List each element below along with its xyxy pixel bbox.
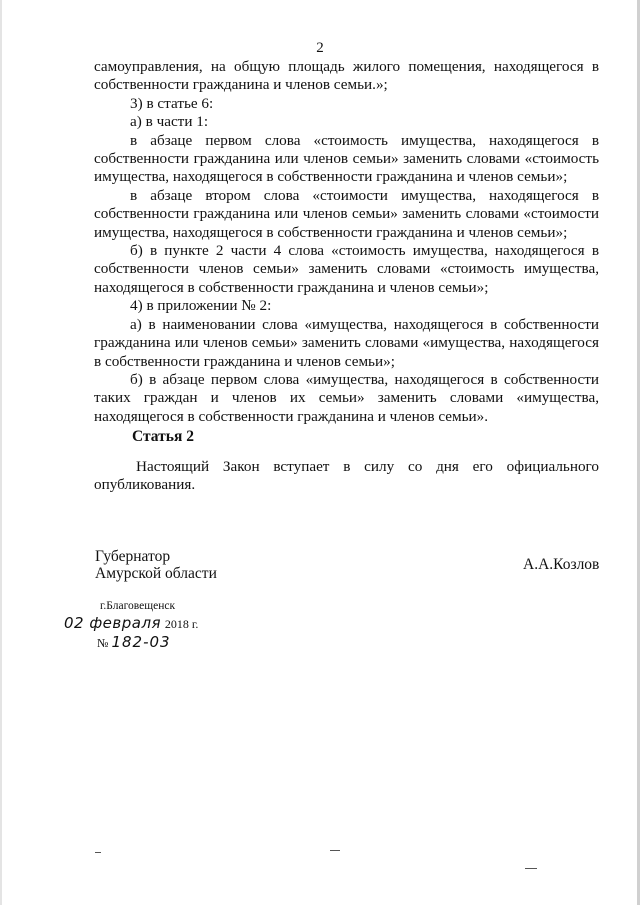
handwritten-number: 182-03 bbox=[111, 633, 171, 651]
signatory-title-line: Амурской области bbox=[95, 565, 217, 582]
place-of-signing: г.Благовещенск bbox=[100, 600, 176, 612]
handwritten-date: 02 февраля bbox=[64, 614, 162, 632]
signatory-title-line: Губернатор bbox=[95, 548, 171, 565]
signatory-title bbox=[95, 548, 217, 582]
amendments-text bbox=[94, 58, 599, 426]
printed-year: 2018 г. bbox=[164, 617, 199, 631]
paragraph: в абзаце первом слова «стоимость имущества, находящегося в собственности гражданина или членов семьи» заменить словами «стоимость имущества, находящегося в собственности гражданина и членов семьи»; bbox=[94, 131, 599, 186]
scan-edge-left bbox=[0, 0, 2, 905]
paragraph: 3) в статье 6: bbox=[130, 94, 214, 112]
paragraph: б) в абзаце первом слова «имущества, находящегося в собственности таких граждан и членов их семьи» заменить словами «имущества, находящегося в собственности гражданина и членов семьи». bbox=[94, 370, 599, 425]
page-number: 2 bbox=[316, 40, 324, 56]
law-number bbox=[97, 633, 171, 651]
article-body bbox=[94, 458, 599, 495]
signing-date bbox=[64, 614, 198, 633]
paragraph: Настоящий Закон вступает в силу со дня его официального опубликования. bbox=[94, 458, 599, 494]
number-sign: № bbox=[97, 636, 109, 650]
paragraph: самоуправления, на общую площадь жилого помещения, находящегося в собственности гражданина и членов семьи.»; bbox=[94, 58, 599, 94]
scan-speck bbox=[330, 850, 340, 851]
paragraph: в абзаце втором слова «стоимости имущества, находящегося в собственности гражданина или членов семьи» заменить словами «стоимости имущества, находящегося в собственности гражданина и членов семьи»; bbox=[94, 186, 599, 241]
article-heading: Статья 2 bbox=[132, 428, 194, 445]
paragraph: б) в пункте 2 части 4 слова «стоимость имущества, находящегося в собственности членов семьи» заменить словами «стоимость имущества, находящегося в собственности гражданина и членов семьи»; bbox=[94, 242, 599, 296]
scan-speck bbox=[525, 868, 537, 869]
paragraph: 4) в приложении № 2: bbox=[130, 297, 272, 315]
scan-speck bbox=[95, 852, 101, 853]
paragraph: а) в части 1: bbox=[130, 113, 209, 131]
paragraph: а) в наименовании слова «имущества, находящегося в собственности гражданина или членов семьи» заменить словами «имущества, находящегося в собственности гражданина и членов семьи»; bbox=[94, 315, 599, 370]
signatory-name: А.А.Козлов bbox=[523, 556, 600, 573]
